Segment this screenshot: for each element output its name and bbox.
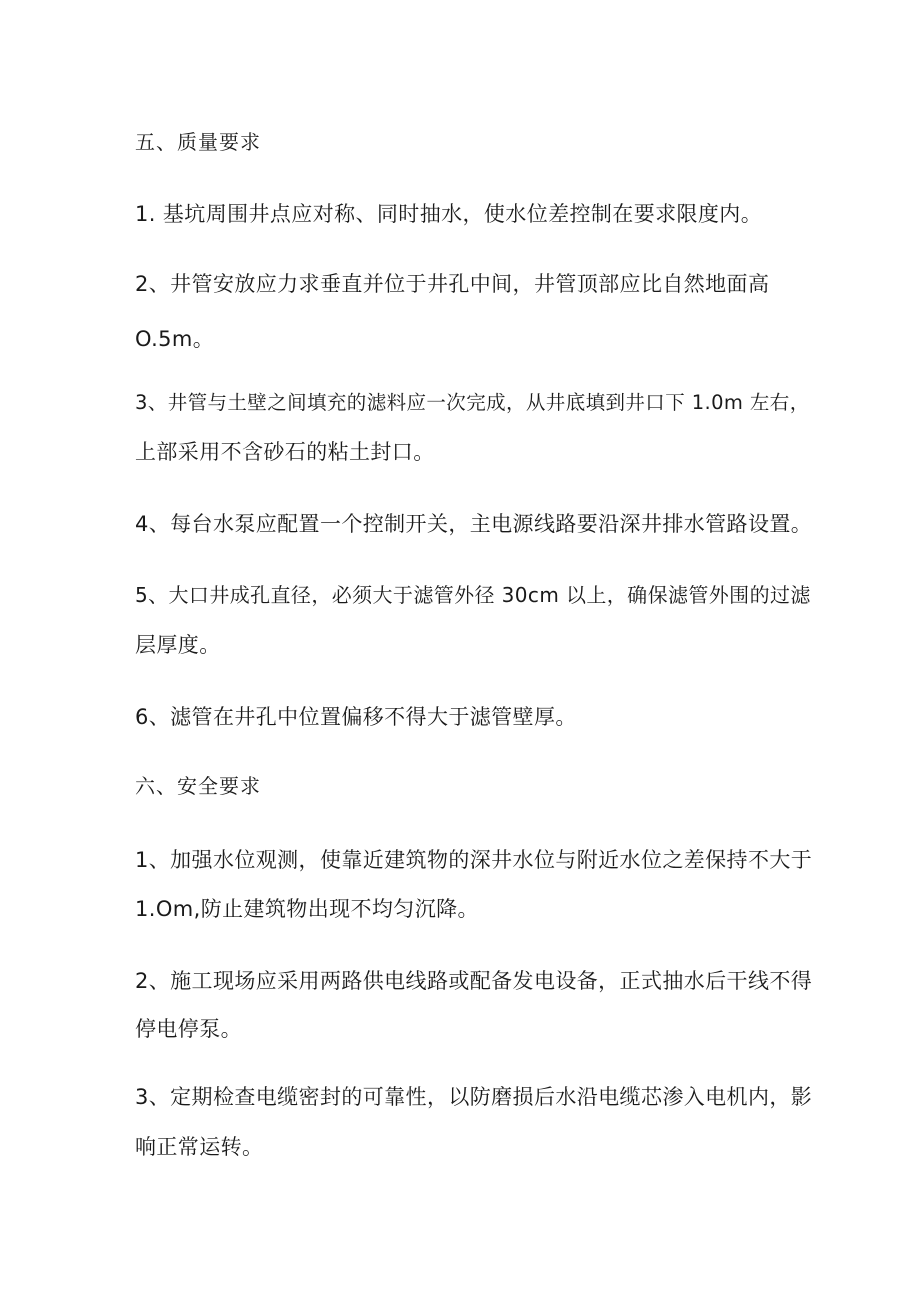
quality-item-5-line-2: 层厚度。 — [135, 633, 221, 657]
quality-item-3-line-1: 3、井管与土壁之间填充的滤料应一次完成，从井底填到井口下 1.0m 左右， — [135, 391, 810, 414]
safety-item-3-line-1: 3、定期检查电缆密封的可靠性，以防磨损后水沿电缆芯渗入电机内，影 — [135, 1085, 813, 1109]
quality-item-3-line-2: 上部采用不含砂石的粘土封口。 — [135, 440, 435, 464]
safety-item-3-line-2: 响正常运转。 — [135, 1135, 264, 1159]
safety-item-1-line-2: 1.Om,防止建筑物出现不均匀沉降。 — [135, 897, 479, 921]
safety-item-2-line-2: 停电停泵。 — [135, 1017, 242, 1041]
quality-item-4: 4、每台水泵应配置一个控制开关，主电源线路要沿深井排水管路设置。 — [135, 512, 813, 536]
quality-item-1: 1. 基坑周围井点应对称、同时抽水，使水位差控制在要求限度内。 — [135, 202, 763, 226]
safety-item-2-line-1: 2、施工现场应采用两路供电线路或配备发电设备，正式抽水后干线不得 — [135, 969, 813, 993]
safety-item-1-line-1: 1、加强水位观测，使靠近建筑物的深井水位与附近水位之差保持不大于 — [135, 848, 813, 872]
quality-item-5-line-1: 5、大口井成孔直径，必须大于滤管外径 30cm 以上，确保滤管外围的过滤 — [135, 583, 811, 607]
section-heading-safety: 六、安全要求 — [135, 774, 261, 798]
quality-item-6: 6、滤管在井孔中位置偏移不得大于滤管壁厚。 — [135, 705, 577, 729]
quality-item-2-line-1: 2、井管安放应力求垂直并位于井孔中间，井管顶部应比自然地面高 — [135, 272, 770, 296]
quality-item-2-line-2: O.5m。 — [135, 327, 215, 351]
section-heading-quality: 五、质量要求 — [135, 130, 261, 154]
